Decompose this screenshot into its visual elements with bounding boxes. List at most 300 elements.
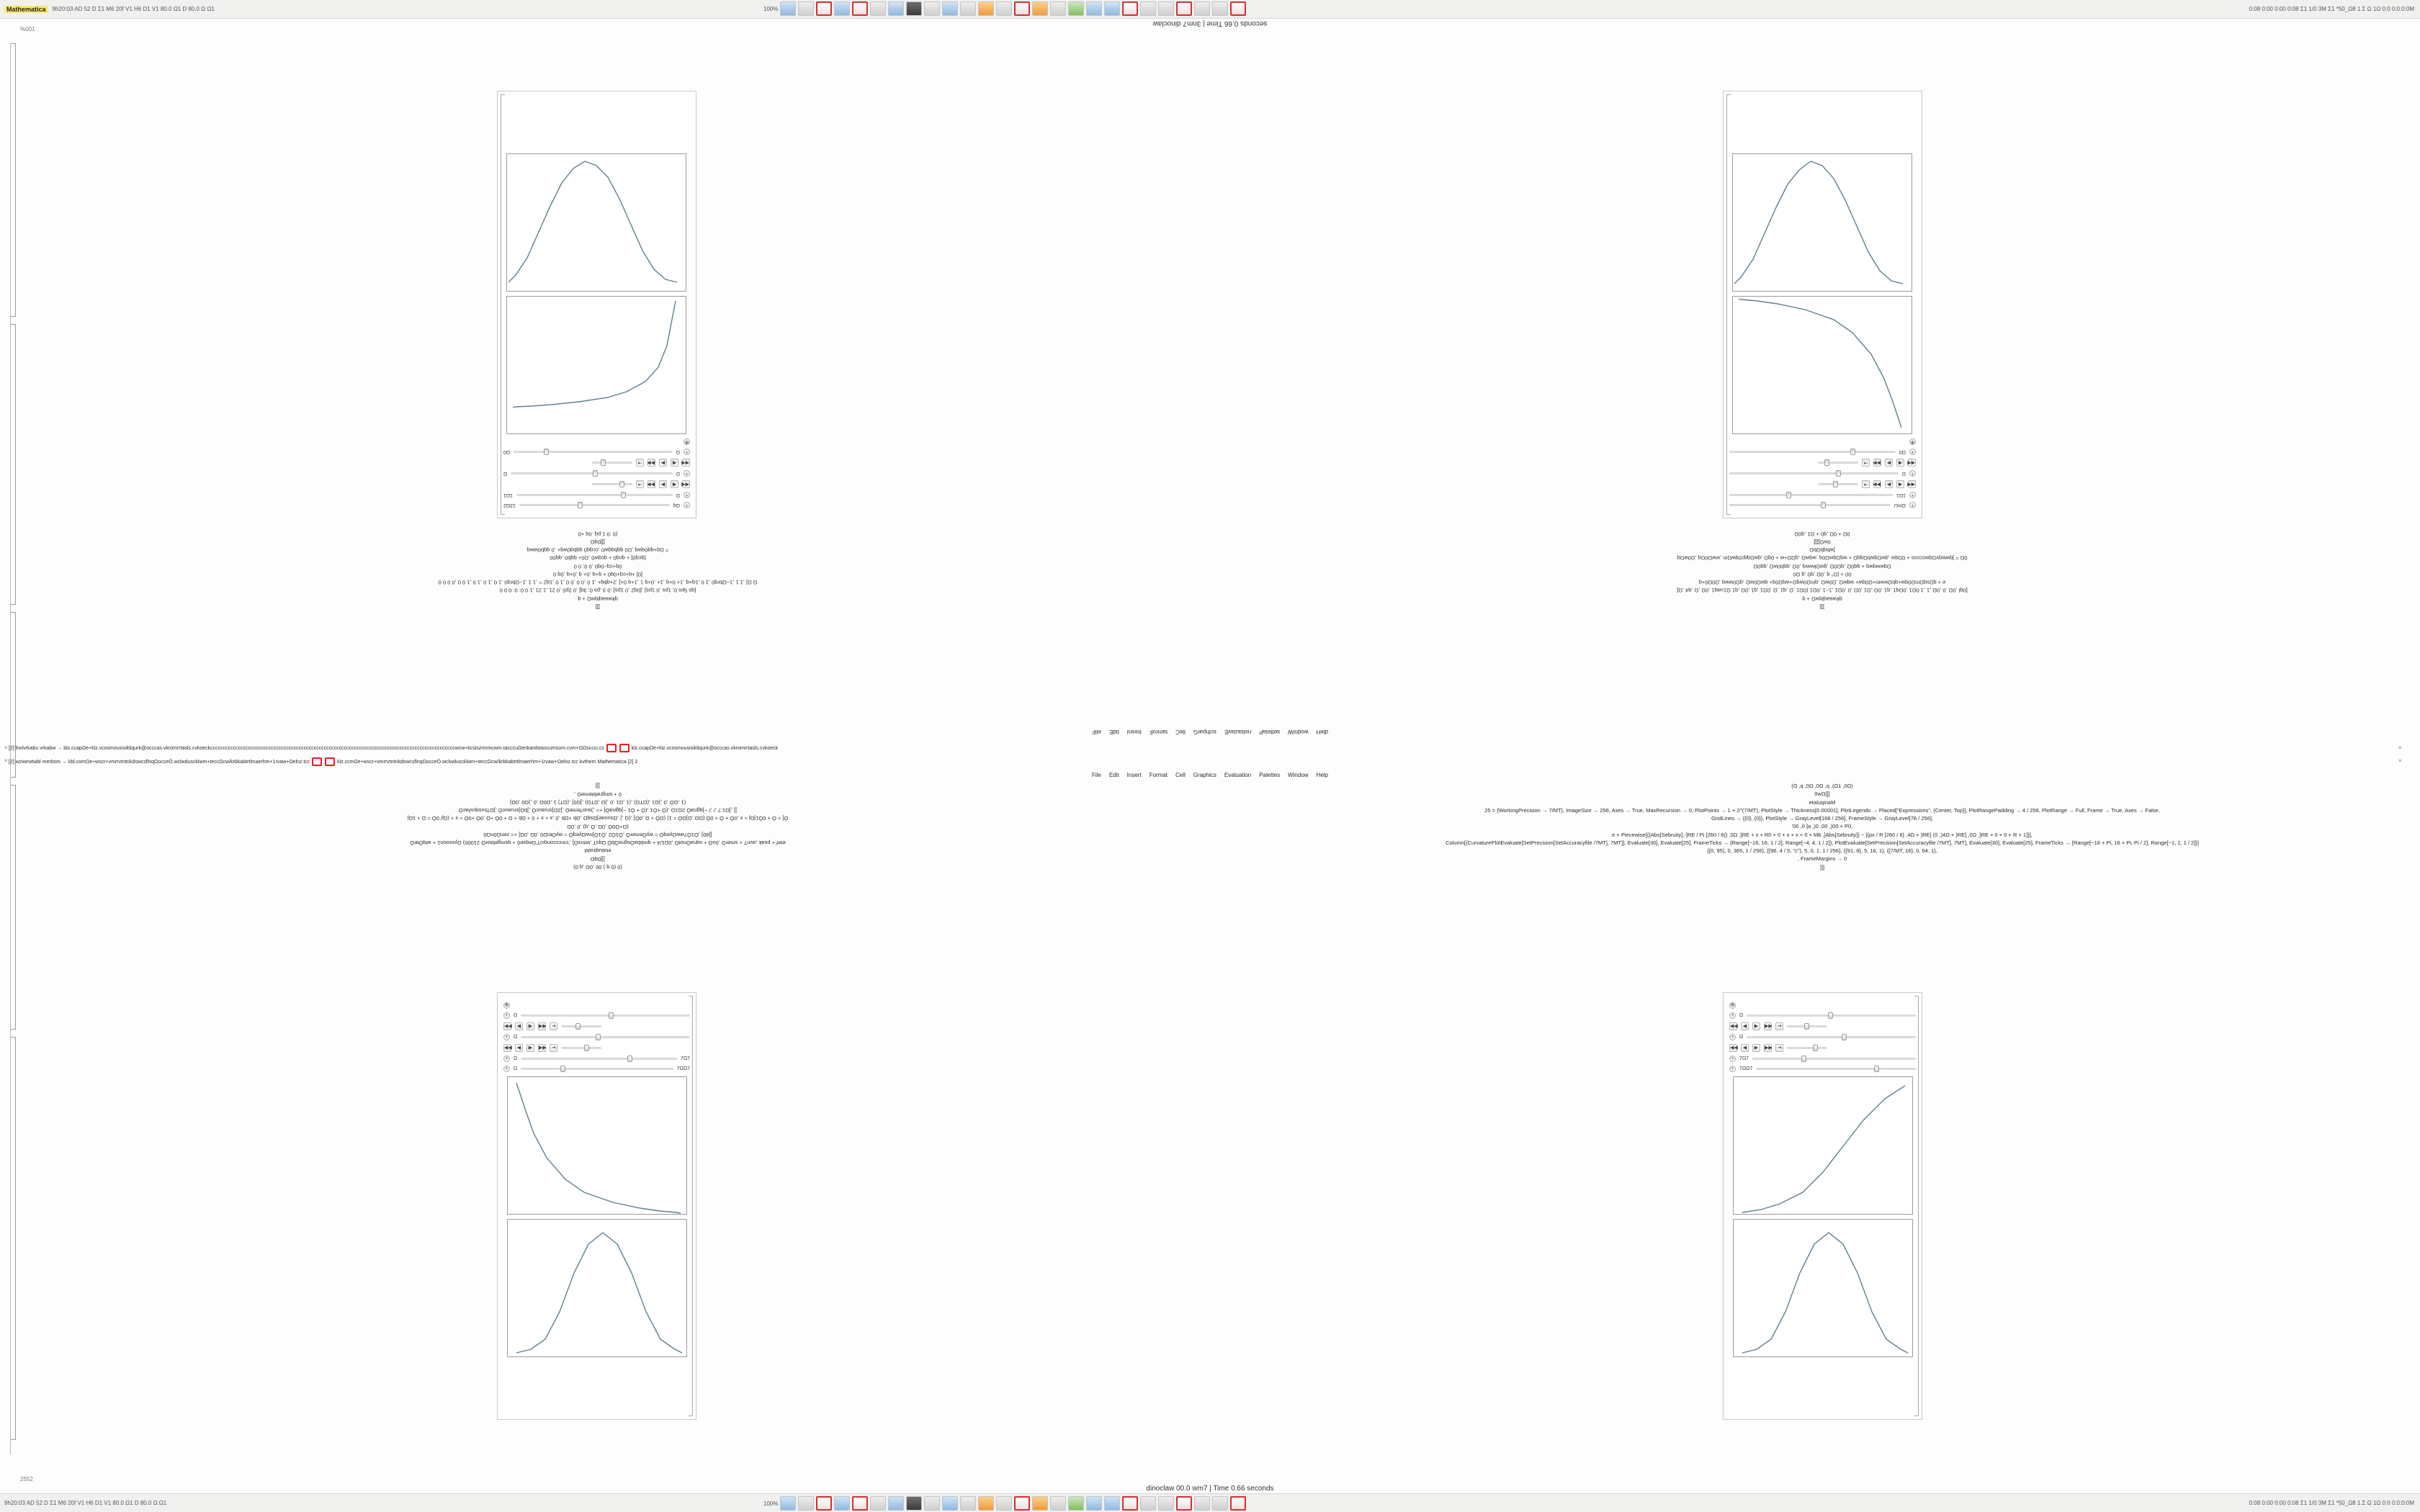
- preview-icon[interactable]: [960, 1496, 976, 1511]
- menu-item-insert[interactable]: Insert: [1126, 772, 1142, 778]
- slider-track[interactable]: [519, 504, 670, 506]
- slider-track[interactable]: [521, 1036, 690, 1038]
- browser-icon[interactable]: [888, 1496, 904, 1511]
- selected-row-1[interactable]: [0, 744, 2420, 752]
- control-row[interactable]: [1729, 1034, 1916, 1040]
- right-edge-mark-a: ×: [2398, 744, 2402, 751]
- play-icon[interactable]: ▶: [659, 480, 667, 488]
- slider-knob[interactable]: [601, 459, 606, 466]
- menubar-normal[interactable]: [0, 772, 2420, 778]
- slider-track[interactable]: [1747, 1036, 1916, 1038]
- calendar-icon[interactable]: [1014, 1, 1030, 16]
- page-label-left-top: %001: [20, 26, 35, 32]
- menu-item-evaluation[interactable]: tamroF: [1149, 729, 1168, 735]
- control-row[interactable]: [503, 470, 690, 477]
- code-cell-right-bottom[interactable]: [1224, 782, 2420, 871]
- code-line: 0Ω = ]qwwqvΩqwcccos + 0Ωqw ,qwΩqwbΩqqΩ + wqΩqwΩ0q ,wqwΩ ,qΩΩ+w + 0qΩ ,qwΩqqc0qwΩm ,wwΩ0Ωq ,Ω0wΩq: [1677, 555, 1968, 562]
- record-icon[interactable]: [816, 1, 832, 16]
- left-edge-mark-a: ×: [4, 744, 8, 751]
- calculator-icon[interactable]: [1158, 1, 1174, 16]
- mirrored-menubar[interactable]: [0, 729, 2420, 735]
- menu-items[interactable]: [0, 772, 2420, 778]
- play-icon[interactable]: ▶: [1752, 1044, 1760, 1052]
- animation-row[interactable]: [503, 1044, 690, 1052]
- slider-track[interactable]: [1747, 1014, 1916, 1017]
- step-forward-icon[interactable]: ▶▶: [1765, 1024, 1773, 1029]
- menu-item-graphics[interactable]: Graphics: [1193, 772, 1216, 778]
- code-line: ]]]: [1819, 863, 1825, 870]
- menu-item-format[interactable]: Format: [1149, 772, 1168, 778]
- gear-icon[interactable]: ✻: [1730, 1003, 1735, 1008]
- editor-icon[interactable]: [924, 1, 940, 16]
- code-cell-left-bottom[interactable]: [0, 782, 1196, 871]
- rewind-icon[interactable]: ◀◀: [681, 460, 689, 465]
- slider-track[interactable]: [521, 1014, 690, 1017]
- media-icon[interactable]: [978, 1496, 994, 1511]
- photos-icon[interactable]: [1032, 1, 1048, 16]
- status-badge[interactable]: [619, 744, 629, 752]
- animation-row[interactable]: [503, 459, 690, 467]
- plot-right-bottom-lower[interactable]: [1733, 1219, 1913, 1357]
- code-line: 0q+cq−0q0 ,0 0; 0 0: [573, 563, 622, 570]
- step-forward-icon[interactable]: ▶▶: [1765, 1045, 1773, 1050]
- record-icon[interactable]: [816, 1496, 832, 1511]
- media-icon[interactable]: [978, 1, 994, 16]
- menu-item-help[interactable]: eliF: [1092, 729, 1101, 735]
- manipulate-controls-left-bottom[interactable]: [498, 993, 696, 1072]
- code-line: [0] +q+cq+0q0 + q+q ,0+ q ,0+q ,0q 0: [552, 571, 643, 578]
- control-row[interactable]: [503, 1066, 690, 1072]
- control-row[interactable]: [1729, 492, 1916, 498]
- slider-track[interactable]: [592, 483, 632, 485]
- finder-icon[interactable]: [780, 1496, 796, 1511]
- gear-icon[interactable]: ✻: [684, 439, 689, 444]
- plot-right-bottom-upper[interactable]: [1733, 1076, 1913, 1215]
- step-back-icon[interactable]: ◀: [671, 480, 678, 488]
- rewind-icon[interactable]: ◀◀: [1907, 460, 1915, 465]
- control-value: 7ΩΩ7: [676, 1066, 690, 1071]
- slider-track[interactable]: [516, 494, 673, 496]
- control-value: 1Ω1: [503, 492, 514, 498]
- graphics-panel-left-bottom[interactable]: [497, 992, 696, 1420]
- menu-item-palettes[interactable]: Palettes: [1259, 772, 1281, 778]
- browser-icon[interactable]: [888, 1, 904, 16]
- mail-icon[interactable]: [834, 1, 850, 16]
- plus-icon[interactable]: +: [1729, 1056, 1736, 1062]
- settings-icon[interactable]: [996, 1496, 1012, 1511]
- slider-knob[interactable]: [593, 470, 598, 477]
- step-forward-icon[interactable]: ▶▶: [539, 1045, 547, 1050]
- rewind-icon[interactable]: ◀◀: [504, 1024, 512, 1029]
- animation-row[interactable]: [503, 480, 690, 488]
- cell-bracket[interactable]: [11, 43, 16, 317]
- power-icon[interactable]: [1230, 1, 1246, 16]
- slider-track[interactable]: [561, 1025, 601, 1027]
- slider-track[interactable]: [1756, 1068, 1916, 1070]
- control-row[interactable]: [1729, 449, 1916, 455]
- step-forward-icon[interactable]: ▶▶: [1873, 482, 1881, 487]
- code-line: 0wΩ]]]: [1814, 791, 1830, 798]
- selected-row-1-text: [9, 744, 2411, 752]
- menu-item-edit[interactable]: Edit: [1108, 772, 1119, 778]
- gear-row[interactable]: [503, 1002, 690, 1009]
- maps-icon[interactable]: [1068, 1, 1084, 16]
- code-line: []d0] ,Ö1Ö7wwΩyeqÖ = wyÖemerÖ ,Ö1Ö2 ,Ö1Ö]nwΩyeqÖ = wyÖtnΩ0 ,0Ω ,0Ω] += zenΩ0nΩ0: [483, 831, 712, 838]
- plus-icon[interactable]: +: [1729, 1012, 1736, 1019]
- code-line: 00 + (Ω° q ,0Ω ,q0 ,q Ω0: [1793, 571, 1852, 578]
- code-line: e + Piecewise[{{Abs[Sebruity],-]RE / Pi [260 / 6(} ,0Ω ,]RE + x + R0 + 0 + x + x + 0 + Mb ,]Abs[Sebruity]} − [(px / R [260 / 6} ,4Ω + )RE] (0 ,)4Ω + )RE] ,0Ω ,]RE + 0 + 0 + R + 1]}],: [1612, 831, 2033, 838]
- code-line: {{0, 95}, 0, 365, 1 / 256}, {{96, 4 / 5, "c"}, 5, 0, 1, 1 / 256}, {{91, 8}, 5, 16, 1}, {{7/MT, 16}, 0, 64, 1},: [1707, 847, 1937, 854]
- menu-item-window[interactable]: Window: [1288, 772, 1309, 778]
- archive-icon[interactable]: [1140, 1496, 1156, 1511]
- graphics-panel-left-top[interactable]: [497, 91, 696, 518]
- plus-icon[interactable]: +: [1729, 1066, 1736, 1072]
- plus-icon[interactable]: +: [503, 1012, 510, 1019]
- slider-track[interactable]: [1787, 1047, 1827, 1049]
- slider-track[interactable]: [1787, 1025, 1827, 1027]
- fast-forward-icon[interactable]: ⇥: [1775, 1044, 1783, 1052]
- screenshot-icon[interactable]: [1194, 1, 1210, 16]
- code-line: etaluqinaM: [1809, 798, 1836, 806]
- play-icon[interactable]: ▶: [659, 459, 667, 467]
- animation-row[interactable]: [1729, 459, 1916, 467]
- editor-icon[interactable]: [924, 1496, 940, 1511]
- slider-track[interactable]: [1752, 1058, 1916, 1060]
- taskbar-leading-label: 100%: [763, 5, 779, 12]
- code-line: (1 ,ΩÖ ,0 ,)Ω1 ,(ΩTΩ) ,(1 ,Ω1 ,0 ,)Ω ,ΩTΩ) ,]Ω0] ,(ΩT) 1 ,Ω0Ω ,0 ,)Ω0 ,0Ω): [509, 798, 686, 806]
- slider-track[interactable]: [592, 462, 632, 464]
- menu-item-file[interactable]: dleH: [1316, 729, 1329, 735]
- rewind-icon[interactable]: ◀◀: [1730, 1045, 1738, 1050]
- control-row[interactable]: [503, 492, 690, 498]
- code-line: Ö] + Ö + 0Ö1]Ωj = x ,0Ö + Ö + 0Ö (ΩΩ ,Ω]ΩÖ = 1) (ΩÖ + Ω ,0Ö] ,(Ω ,] ,Ωsuuae]ΩsqΩ ,Ωb +Ωb ,0 ,x + x + 0 + Ωb + Ω + 0Ö +Ω ,0Ö +0Ö = x + (Ωj/ 0Ö = Ω + 1Ωj: [407, 815, 789, 822]
- control-row[interactable]: [503, 1034, 690, 1040]
- gear-icon[interactable]: ✻: [504, 1003, 509, 1008]
- photos-icon[interactable]: [1032, 1496, 1048, 1511]
- finder-icon[interactable]: [780, 1, 796, 16]
- gear-row[interactable]: [1729, 1002, 1916, 1009]
- code-cell-left-top[interactable]: [0, 530, 1196, 611]
- slider-knob[interactable]: [619, 481, 624, 487]
- slider-track[interactable]: [521, 1068, 673, 1070]
- notes-icon[interactable]: [870, 1, 886, 16]
- step-forward-icon[interactable]: ▶▶: [647, 482, 655, 487]
- mail-icon[interactable]: [834, 1496, 850, 1511]
- control-row[interactable]: [1729, 502, 1916, 508]
- app-title: Mathematica: [4, 6, 48, 13]
- step-forward-icon[interactable]: ▶▶: [539, 1024, 547, 1029]
- control-row[interactable]: [503, 1012, 690, 1019]
- archive-icon[interactable]: [1140, 1, 1156, 16]
- menu-item-help[interactable]: Help: [1316, 772, 1328, 778]
- bottom-status-left-text: 9h20:03 AD 52 D Σ1 M6 20f V1 H6 D1 V1 80.0 Ω1 D 80.0 Ω Ω1: [4, 1500, 167, 1506]
- rewind-icon[interactable]: ◀◀: [504, 1045, 512, 1050]
- code-cell-right-top[interactable]: [1224, 530, 2420, 611]
- page-label-left-bottom: 2552: [20, 1476, 33, 1482]
- mathematica-icon[interactable]: [1176, 1, 1192, 16]
- control-value: Ω: [503, 471, 508, 476]
- control-label: Ω0: [1899, 449, 1906, 454]
- plus-icon[interactable]: +: [684, 492, 690, 498]
- control-row[interactable]: [1729, 470, 1916, 477]
- power-icon[interactable]: [1230, 1496, 1246, 1511]
- row1-right-text: klz.ccapΩe+klz.vcosmousisikliqurk@occcas.vkromrrtasls.cvkoeck: [631, 745, 779, 751]
- slider-knob[interactable]: [584, 1045, 589, 1051]
- slider-knob[interactable]: [596, 1034, 601, 1040]
- fast-forward-icon[interactable]: ⇥: [1775, 1022, 1783, 1030]
- plot-svg: [508, 1077, 688, 1215]
- plot-right-top-lower[interactable]: [1733, 296, 1913, 434]
- slider-knob[interactable]: [1842, 1034, 1847, 1040]
- animation-row[interactable]: [1729, 1044, 1916, 1052]
- bottom-bar-left-group: [0, 1500, 166, 1506]
- cell-bracket[interactable]: [11, 1037, 16, 1440]
- slider-track[interactable]: [514, 451, 673, 453]
- plus-icon[interactable]: +: [684, 449, 690, 455]
- step-back-icon[interactable]: ◀: [1896, 459, 1904, 467]
- plot-svg: [1734, 1077, 1914, 1215]
- slider-knob[interactable]: [627, 1056, 632, 1062]
- trash-icon[interactable]: [1212, 1496, 1228, 1511]
- plus-icon[interactable]: +: [1909, 492, 1916, 498]
- plus-icon[interactable]: +: [503, 1056, 510, 1062]
- music-icon[interactable]: [1050, 1496, 1066, 1511]
- plot-left-bottom-upper[interactable]: [507, 1076, 687, 1215]
- fast-forward-icon[interactable]: ⇥: [1862, 480, 1870, 488]
- menu-item-format[interactable]: noitaulavE: [1224, 729, 1252, 735]
- slider-knob[interactable]: [560, 1066, 565, 1072]
- animation-row[interactable]: [1729, 480, 1916, 488]
- status-badge[interactable]: [325, 757, 335, 766]
- plot-left-top-upper[interactable]: [507, 153, 687, 292]
- menu-item-window[interactable]: tidE: [1108, 729, 1119, 735]
- animation-row[interactable]: [1729, 1022, 1916, 1030]
- slider-knob[interactable]: [1801, 1056, 1806, 1062]
- chat-icon[interactable]: [1086, 1, 1102, 16]
- notebook-title-top: seconds 0.66 Time | 3nm7 dinoclaw: [1152, 19, 1268, 27]
- screenshot-icon[interactable]: [1194, 1496, 1210, 1511]
- stop-icon[interactable]: [852, 1, 868, 16]
- selected-row-2[interactable]: [0, 757, 2420, 766]
- step-back-icon[interactable]: ◀: [671, 459, 678, 467]
- code-line: qkwaaqlqwΩ + q: [1802, 595, 1842, 603]
- manipulate-controls-left-top[interactable]: [498, 438, 696, 518]
- menu-item-graphics[interactable]: lleC: [1175, 729, 1186, 735]
- slider-knob[interactable]: [1833, 481, 1838, 487]
- plot-right-top-upper[interactable]: [1733, 153, 1913, 292]
- step-forward-icon[interactable]: ▶▶: [1873, 460, 1881, 465]
- menu-item-edit[interactable]: wodniW: [1288, 729, 1309, 735]
- play-icon[interactable]: ▶: [526, 1022, 534, 1030]
- slider-track[interactable]: [1818, 462, 1858, 464]
- slider-knob[interactable]: [609, 1012, 614, 1019]
- folder-icon[interactable]: [798, 1, 814, 16]
- slider-knob[interactable]: [1850, 449, 1855, 455]
- top-status-right-text: 0:08 0:00 0:00 0:08 Σ1 1/0 3M Σ1 *50_Ω8 1.Σ Ω 1Ω 0:0 0:0:0:0M: [2249, 6, 2414, 12]
- menu-item-palettes[interactable]: tresnI: [1126, 729, 1142, 735]
- panel-cell-bracket[interactable]: [689, 996, 693, 1416]
- menu-item-file[interactable]: File: [1091, 772, 1101, 778]
- slider-knob[interactable]: [1821, 502, 1826, 508]
- plot-svg: [506, 295, 686, 433]
- settings-icon[interactable]: [996, 1, 1012, 16]
- plus-icon[interactable]: +: [684, 502, 690, 508]
- calendar-icon[interactable]: [1014, 1496, 1030, 1511]
- slider-track[interactable]: [521, 1058, 677, 1060]
- rewind-icon[interactable]: ◀◀: [681, 482, 689, 487]
- manipulate-controls-right-top[interactable]: [1724, 438, 1922, 518]
- control-label: Ω: [676, 492, 680, 498]
- code-line: 0 + smgnebtemeΩ ,: [574, 791, 622, 798]
- fast-forward-icon[interactable]: ⇥: [1862, 459, 1870, 467]
- control-label: Ω: [514, 1066, 518, 1071]
- code-line: etaluqinaM: [584, 847, 611, 855]
- control-row[interactable]: [1729, 1012, 1916, 1019]
- bottom-taskbar[interactable]: [763, 1496, 1246, 1511]
- store-icon[interactable]: [1104, 1496, 1120, 1511]
- plot-svg: [1732, 295, 1912, 433]
- code-line: ]]]: [1819, 603, 1825, 611]
- fast-forward-icon[interactable]: ⇥: [550, 1022, 557, 1030]
- play-icon[interactable]: ▶: [526, 1044, 534, 1052]
- plus-icon[interactable]: +: [1909, 449, 1916, 455]
- slider-knob[interactable]: [1813, 1045, 1818, 1051]
- step-back-icon[interactable]: ◀: [1741, 1022, 1749, 1030]
- music-icon[interactable]: [1050, 1, 1066, 16]
- code-line: '00 ,0 ]a ,)0 ,00 ,)00 + P0,: [1791, 823, 1853, 830]
- plus-icon[interactable]: +: [503, 1066, 510, 1072]
- maps-icon[interactable]: [1068, 1496, 1084, 1511]
- graphics-panel-right-top[interactable]: [1723, 91, 1922, 518]
- rewind-icon[interactable]: ◀◀: [1907, 482, 1915, 487]
- folder-icon[interactable]: [798, 1496, 814, 1511]
- plot-left-top-lower[interactable]: [507, 296, 687, 434]
- preview-icon[interactable]: [960, 1, 976, 16]
- gear-row[interactable]: [503, 438, 690, 445]
- play-icon[interactable]: ▶: [1752, 1022, 1760, 1030]
- code-line: ]]]0qΩ: [590, 539, 606, 546]
- control-row[interactable]: [503, 502, 690, 508]
- document-icon[interactable]: [942, 1496, 958, 1511]
- step-back-icon[interactable]: ◀: [1741, 1044, 1749, 1052]
- slider-track[interactable]: [1729, 504, 1891, 506]
- slider-knob[interactable]: [1874, 1066, 1879, 1072]
- recorder-icon[interactable]: [1122, 1, 1138, 16]
- slider-track[interactable]: [1818, 483, 1858, 485]
- slider-knob[interactable]: [1786, 492, 1791, 498]
- step-back-icon[interactable]: ◀: [1896, 480, 1904, 488]
- slider-track[interactable]: [1729, 451, 1896, 453]
- top-status-left-text: 9h20:03 AD 52 D Σ1 M6 20f V1 H6 D1 V1 80.0 Ω1 D 80.0 Ω Ω1: [52, 6, 215, 12]
- store-icon[interactable]: [1104, 1, 1120, 16]
- slider-track[interactable]: [1729, 494, 1893, 496]
- control-row[interactable]: [1729, 1056, 1916, 1062]
- calculator-icon[interactable]: [1158, 1496, 1174, 1511]
- mathematica-icon[interactable]: [1176, 1496, 1192, 1511]
- code-line: (0 :0 1 pq .0q +0: [578, 531, 618, 538]
- menu-items-mirrored[interactable]: [0, 729, 2420, 735]
- fast-forward-icon[interactable]: ⇥: [636, 480, 644, 488]
- plus-icon[interactable]: +: [1909, 470, 1916, 477]
- fast-forward-icon[interactable]: ⇥: [550, 1044, 557, 1052]
- play-icon[interactable]: ▶: [1885, 480, 1893, 488]
- chat-icon[interactable]: [1086, 1496, 1102, 1511]
- play-icon[interactable]: ▶: [1885, 459, 1893, 467]
- slider-knob[interactable]: [1824, 459, 1829, 466]
- bottom-status-right-text: 0:08 0:00 0:00 0:08 Σ1 1/0 3M Σ1 *50_Ω8 1.Σ Ω 1Ω 0:0 0:0:0:0M: [2249, 1500, 2414, 1506]
- code-line: = Ωq+qq0qwq ,Ω0 qqbqqw0 ,ccqq0 qqbq0wq+ ,0 qqb0wwq: [526, 546, 669, 554]
- status-badge[interactable]: [312, 757, 322, 766]
- notes-icon[interactable]: [870, 1496, 886, 1511]
- recorder-icon[interactable]: [1122, 1496, 1138, 1511]
- slider-track[interactable]: [561, 1047, 601, 1049]
- slider-knob[interactable]: [1804, 1023, 1809, 1030]
- row1-left-text: [2] lnxlvrkabu vrkabw → blz.ccapΩe+klz.vcosmousisikliqurk@occcas.vkromrrtasls.cvkoeckcccccccccccccccccccccccccccccccccccccccccccccccccccccccccccccccccccccccccccccccccccccccccccccccccwcw+kcsiszrmmcwm.tacccuΩenkardstascumsom.cvm+ΩΩsccci.cs: [9, 745, 604, 751]
- slider-knob[interactable]: [575, 1023, 581, 1030]
- plot-left-bottom-lower[interactable]: [507, 1219, 687, 1357]
- top-taskbar[interactable]: [763, 1, 1246, 16]
- rewind-icon[interactable]: ◀◀: [1730, 1024, 1738, 1029]
- control-label: Ω: [1739, 1013, 1744, 1018]
- control-value: 7Ω7: [680, 1056, 690, 1061]
- right-edge-mark-b: ×: [2398, 757, 2402, 764]
- terminal-icon[interactable]: [906, 1, 922, 16]
- selected-row-2-text: [9, 757, 2411, 766]
- gear-row[interactable]: [1729, 438, 1916, 445]
- stop-icon[interactable]: [852, 1496, 868, 1511]
- plot-svg: [508, 1220, 688, 1358]
- plus-icon[interactable]: +: [1909, 502, 1916, 508]
- slider-knob[interactable]: [1828, 1012, 1833, 1019]
- slider-knob[interactable]: [578, 502, 583, 508]
- slider-knob[interactable]: [621, 492, 626, 498]
- control-row[interactable]: [503, 449, 690, 455]
- graphics-panel-right-bottom[interactable]: [1723, 992, 1922, 1420]
- menu-item-evaluation[interactable]: Evaluation: [1224, 772, 1252, 778]
- menu-item-cell[interactable]: scihparG: [1193, 729, 1216, 735]
- control-row[interactable]: [503, 1056, 690, 1062]
- slider-knob[interactable]: [1836, 470, 1841, 477]
- gear-icon[interactable]: ✻: [1910, 439, 1915, 444]
- plot-svg: [1732, 153, 1912, 291]
- code-line: qkwaaqlqwΩ + q: [578, 595, 618, 603]
- step-forward-icon[interactable]: ▶▶: [647, 460, 655, 465]
- plus-icon[interactable]: +: [1729, 1034, 1736, 1040]
- terminal-icon[interactable]: [906, 1496, 922, 1511]
- code-line: [qs 5ps 0; 1ps ,0 1ps] ,[0q2 ,0 1ps] ,0 3 ,ps 0; 3q] ,0 2p5 ,0 21 ,1 21 ,1 0 0: 0: 0 0 0: [499, 588, 696, 594]
- slider-track[interactable]: [1729, 472, 1899, 474]
- trash-icon[interactable]: [1212, 1, 1228, 16]
- control-row[interactable]: [1729, 1066, 1916, 1072]
- menu-item-insert[interactable]: settelaP: [1259, 729, 1281, 735]
- plus-icon[interactable]: +: [684, 470, 690, 477]
- animation-row[interactable]: [503, 1022, 690, 1030]
- manipulate-controls-right-bottom[interactable]: [1724, 993, 1922, 1072]
- step-back-icon[interactable]: ◀: [515, 1022, 523, 1030]
- plus-icon[interactable]: +: [503, 1034, 510, 1040]
- status-badge[interactable]: [606, 744, 617, 752]
- slider-track[interactable]: [511, 472, 673, 474]
- cell-bracket[interactable]: [11, 612, 16, 778]
- code-line: ]wbqbΩbΩ: [1809, 546, 1835, 554]
- slider-knob[interactable]: [544, 449, 549, 455]
- step-back-icon[interactable]: ◀: [515, 1044, 523, 1052]
- menu-item-cell[interactable]: Cell: [1175, 772, 1186, 778]
- code-line: (Ω+Ö0Ö ,0Ω ,Ö ,q) ,0 ,0Ω: [567, 823, 629, 830]
- code-line: Ωqwwqwq + qq0Ω ,qΩ0Ω ,qwΩkwwq ,0Ω ,qqb0wΩ ,qq0Ω: [1753, 563, 1891, 570]
- fast-forward-icon[interactable]: ⇥: [636, 459, 644, 467]
- document-icon[interactable]: [942, 1, 958, 16]
